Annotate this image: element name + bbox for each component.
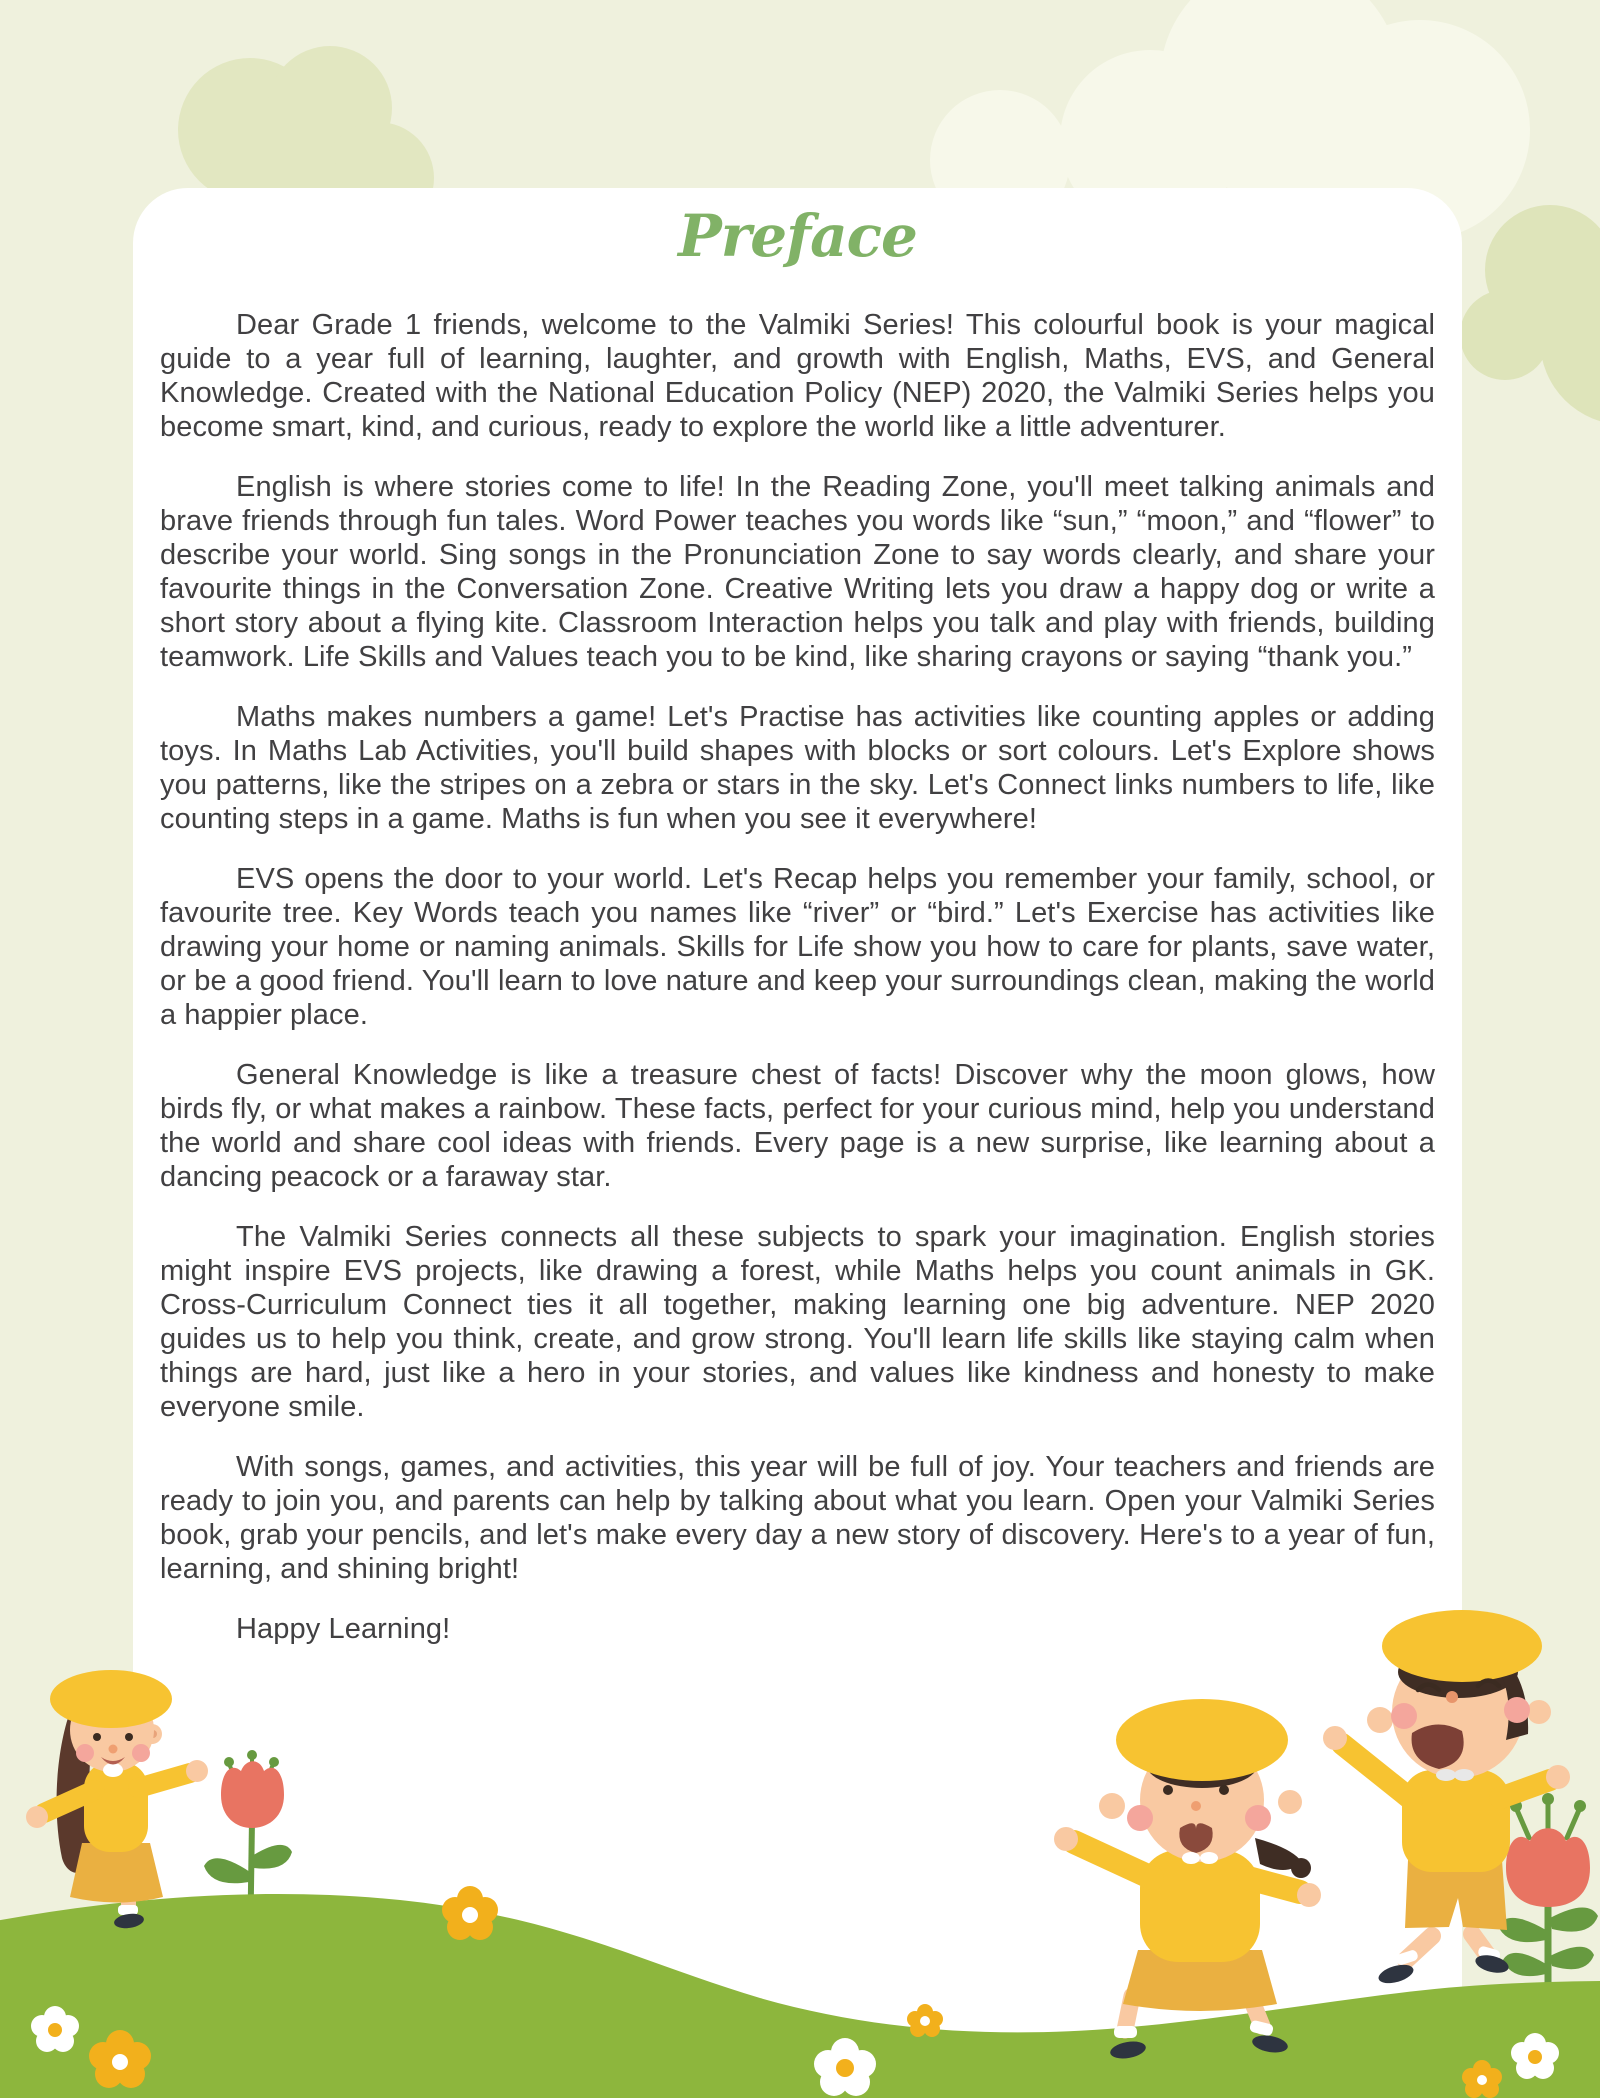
cloud-shape bbox=[1460, 290, 1550, 380]
girl-middle-illustration bbox=[1054, 1699, 1321, 2061]
closing-text: Happy Learning! bbox=[236, 1613, 451, 1645]
preface-paragraph: Maths makes numbers a game! Let's Practise has activities like counting apples or adding toys. In Maths Lab Activities, you'll build shapes with blocks or sort colours. Let's Explore shows you patterns, like the stripes on a zebra or stars in the sky. Let's Connect links numbers to life, like counting steps in a game. Maths is fun when you see it everywhere! bbox=[160, 701, 1435, 835]
bottom-illustration bbox=[0, 1400, 1600, 2098]
grass-hill bbox=[0, 1894, 1600, 2098]
preface-paragraph: With songs, games, and activities, this year will be full of joy. Your teachers and friends are ready to join you, and parents can help by talking about what you learn. Open your Valmiki Series book, grab your pencils, and let's make every day a new story of discovery. Here's to a year of fun, learning, and shining bright! bbox=[160, 1451, 1435, 1585]
flower-icon bbox=[442, 1886, 498, 1940]
flower-icon bbox=[907, 2004, 943, 2037]
tulip-icon bbox=[1498, 1793, 1598, 1995]
preface-paragraph: English is where stories come to life! In the Reading Zone, you'll meet talking animals and brave friends through fun tales. Word Power teaches you words like “sun,” “moon,” and “flower” to describe your world. Sing songs in the Pronunciation Zone to say words clearly, and share your favourite things in the Conversation Zone. Creative Writing lets you draw a happy dog or write a short story about a flying kite. Classroom Interaction helps you talk and play with friends, building teamwork. Life Skills and Values teach you to be kind, like sharing crayons or saying “thank you.” bbox=[160, 471, 1435, 673]
page-title: Preface bbox=[678, 202, 917, 270]
girl-left-illustration bbox=[26, 1670, 208, 1930]
preface-paragraph: General Knowledge is like a treasure chest of facts! Discover why the moon glows, how birds fly, or what makes a rainbow. These facts, perfect for your curious mind, help you understand the world and share cool ideas with friends. Every page is a new surprise, like learning about a dancing peacock or a faraway star. bbox=[160, 1059, 1435, 1193]
preface-paragraph: EVS opens the door to your world. Let's Recap helps you remember your family, school, or favourite tree. Key Words teach you names like “river” or “bird.” Let's Exercise has activities like drawing your home or naming animals. Skills for Life show you how to care for plants, save water, or be a good friend. You'll learn to love nature and keep your surroundings clean, making the world a happier place. bbox=[160, 863, 1435, 1031]
preface-paragraph: Dear Grade 1 friends, welcome to the Valmiki Series! This colourful book is your magical guide to a year full of learning, laughter, and growth with English, Maths, EVS, and General Knowledge. Created with the National Education Policy (NEP) 2020, the Valmiki Series helps you become smart, kind, and curious, ready to explore the world like a little adventurer. bbox=[160, 309, 1435, 443]
preface-paragraph: The Valmiki Series connects all these subjects to spark your imagination. English stories might inspire EVS projects, like drawing a forest, while Maths helps you count animals in GK. Cross-Curriculum Connect ties it all together, making learning one big adventure. NEP 2020 guides us to help you think, create, and grow strong. You'll learn life skills like staying calm when things are hard, just like a hero in your stories, and values like kindness and honesty to make everyone smile. bbox=[160, 1221, 1435, 1423]
